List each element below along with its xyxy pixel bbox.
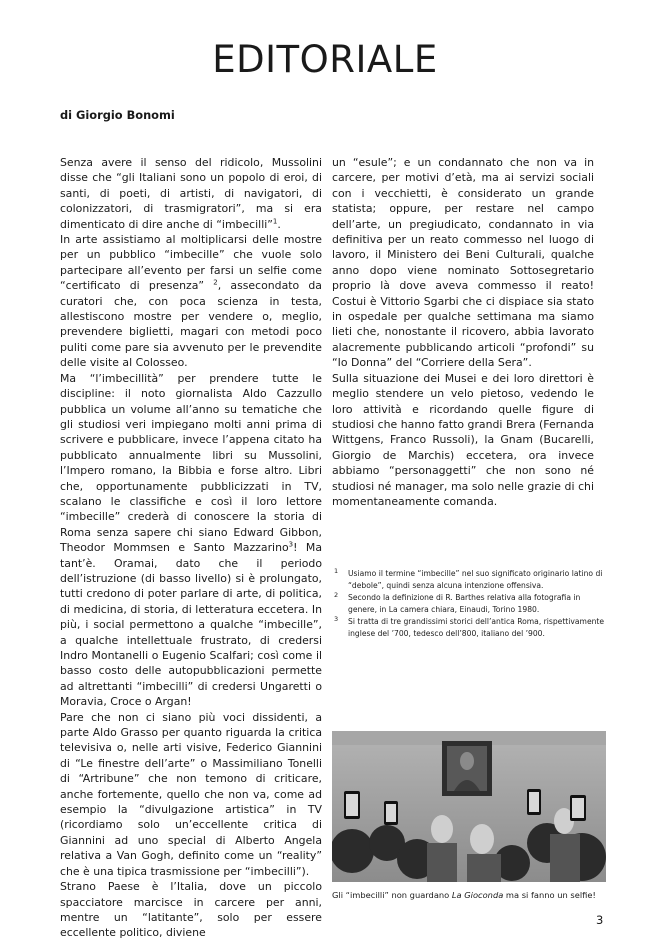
paragraph: Pare che non ci siano più voci dissidenti, a parte Aldo Grasso per quanto riguarda la critica televisiva o, nelle arti visive, Federico Giannini di “Le finestre dell’arte” o Massimiliano Tonelli di “Artribune” che non temono di criticare, anche fortemente, quello che non va, come ad esempio la “divulgazione artistica” in TV (ricordiamo solo un’eccellente critica di Giannini ad uno special di Alberto Angela relativa a Van Gogh, definito come un “reality” che è una tipica trasmissione per “imbecilli”).: [60, 710, 322, 878]
footnote-text: Secondo la definizione di R. Barthes relativa alla fotografia in genere, in La camera chiara, Einaudi, Torino 1980.: [348, 593, 581, 614]
footnote: [332, 592, 607, 615]
paragraph: Sulla situazione dei Musei e dei loro direttori è meglio stendere un velo pietoso, vedendo le loro attività e ricordando quelle figure di studiosi che hanno fatto grandi Brera (Fernanda Wittgens, Franco Russoli), la Gnam (Bucarelli, Giorgio de Marchis) eccetera, ora invece abbiamo “personaggetti” che non sono né studiosi né manager, ma solo nelle grazie di chi momentaneamente comanda.: [332, 371, 594, 508]
footnote-ref: 2: [213, 278, 218, 287]
photo-caption: Gli “imbecilli” non guardano La Gioconda ma si fanno un selfie!: [332, 890, 596, 900]
footnote: [332, 568, 607, 591]
footnote-number: 3: [334, 615, 339, 624]
article-column-right: [332, 155, 594, 509]
page-number: 3: [596, 913, 604, 927]
paragraph: Senza avere il senso del ridicolo, Mussolini disse che “gli Italiani sono un popolo di eroi, di santi, di poeti, di artisti, di navigatori, di colonizzatori, di trasmigratori”, ma si era dimenticato di dire anche di “imbecilli”$^1$.: [60, 156, 322, 231]
footnote-ref: 1: [272, 217, 278, 225]
paragraph: In arte assistiamo al moltiplicarsi delle mostre per un pubblico “imbecille” che vuole solo partecipare all’evento per farsi un selfie come “certificato di presenza” $^2$, assecondato da curatori che, con poca scienza in testa, allestiscono mostre per vendere o, meglio, prevendere biglietti, magari con metodi poco puliti come pare sia avvenuto per le prevendite delle visite al Colosseo.: [60, 233, 322, 370]
article-column-left: [60, 155, 322, 941]
page-title: EDITORIALE: [212, 38, 438, 81]
photo-selfie-crowd: [332, 731, 606, 882]
footnotes: [332, 568, 607, 641]
footnote: [332, 616, 607, 639]
footnote-text: Si tratta di tre grandissimi storici dell’antica Roma, rispettivamente inglese del ’700, tedesco dell’800, italiano del ’900.: [348, 617, 605, 638]
paragraph: Ma “l’imbecillità” per prendere tutte le discipline: il noto giornalista Aldo Cazzullo pubblica un volume all’anno su tematiche che gli studiosi veri impiegano molti anni prima di scrivere e pubblicare, invece l’appena citato ha pubblicato annualmente libri su Mussolini, l’Impero romano, la Bibbia e forse altro. Libri che, opportunamente pubblicizzati in TV, scalano le classifiche e così il loro lettore “imbecille” crederà di conoscere la storia di Roma senza sapere chi siano Edward Gibbon, Theodor Mommsen e Santo Mazzarino$^3$! Ma tant’è. Oramai, dato che il periodo dell’istruzione (di basso livello) si è prolungato, tutti credono di poter parlare di arte, di politica, di medicina, di storia, di letteratura eccetera. In più, i social permettono a qualche “imbecille”, a qualche intellettuale frustrato, di credersi Indro Montanelli o Eugenio Scalfari; così come il basso costo delle autopubblicazioni permette ad altrettanti “imbecilli” di credersi Ungaretti o Moravia, Croce o Argan!: [60, 371, 322, 709]
paragraph: un “esule”; e un condannato che non va in carcere, per motivi d’età, ma ai servizi sociali con i vecchietti, è considerato un grande statista; oppure, per restare nel campo dell’arte, un pregiudicato, condannato in via definitiva per un reato commesso nel luogo di lavoro, il Ministero dei Beni Culturali, qualche anno dopo viene nominato Sottosegretario proprio là dove aveva commesso il reato! Costui è Vittorio Sgarbi che ci dispiace sia stato in ospedale per qualche settimana ma siamo lieti che, nonostante il ricovero, abbia lavorato alacremente pubblicando articoli “profondi” su “Io Donna” del “Corriere della Sera”.: [332, 156, 594, 370]
author-byline: di Giorgio Bonomi: [60, 108, 175, 122]
footnote-ref: 3: [288, 540, 294, 549]
paragraph: Strano Paese è l’Italia, dove un piccolo spacciatore marcisce in carcere per anni, mentre un “latitante”, solo per essere eccellente politico, diviene: [60, 880, 322, 940]
footnote-number: 1: [334, 567, 339, 575]
footnote-number: 2: [334, 591, 339, 600]
footnote-text: Usiamo il termine “imbecille” nel suo significato originario latino di “debole”, quindi senza alcuna intenzione offensiva.: [348, 569, 603, 590]
